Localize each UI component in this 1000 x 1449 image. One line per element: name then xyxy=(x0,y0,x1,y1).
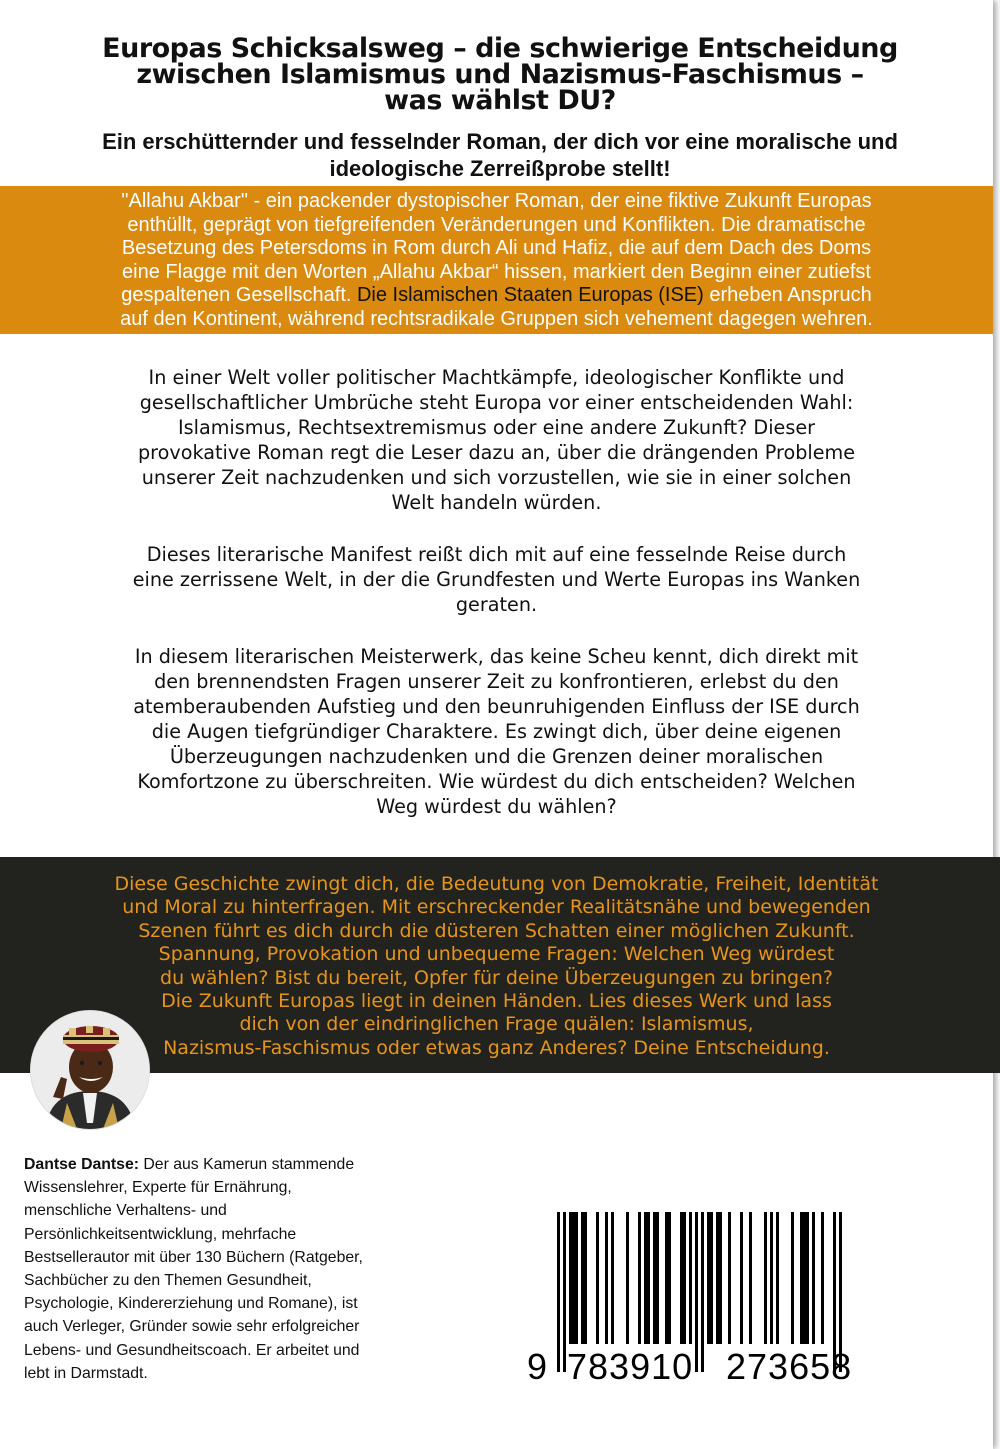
title-line-3: was wählst DU? xyxy=(384,85,616,116)
author-bio xyxy=(24,1153,394,1385)
paragraph-1-line: In einer Welt voller politischer Machtkämpfe, ideologischer Konflikte und xyxy=(148,366,845,389)
barcode-bar xyxy=(791,1212,794,1344)
isbn-number xyxy=(527,1344,872,1390)
barcode-bar xyxy=(596,1212,599,1344)
author-bio-line: menschliche Verhaltens- und xyxy=(24,1202,227,1220)
isbn-lead-digit: 9 xyxy=(527,1346,548,1387)
author-bio-line: Persönlichkeitsentwicklung, mehrfache xyxy=(24,1225,297,1243)
barcode-bar xyxy=(638,1212,641,1344)
paragraph-2-line: Dieses literarische Manifest reißt dich mit auf eine fesselnde Reise durch xyxy=(146,543,847,566)
barcode-bar xyxy=(653,1212,656,1344)
orange-highlight-ise: Die Islamischen Staaten Europas (ISE) xyxy=(356,284,704,306)
paragraph-1-line: gesellschaftlicher Umbrüche steht Europa vor einer entscheidenden Wahl: xyxy=(139,391,854,414)
barcode-bar xyxy=(611,1212,614,1344)
paragraph-1-line: unserer Zeit nachzudenken und sich vorzustellen, wie sie in einer solchen xyxy=(141,466,852,489)
orange-line-2: enthüllt, geprägt von tiefgreifenden Veränderungen und Konflikten. Die dramatische xyxy=(127,213,866,236)
author-bio-line: Wissenslehrer, Experte für Ernährung, xyxy=(24,1179,292,1197)
barcode-bar xyxy=(728,1212,731,1344)
barcode-bar xyxy=(770,1212,773,1344)
barcode-bar xyxy=(584,1212,587,1344)
author-bio-line: Psychologie, Kindererziehung und Romane), ist xyxy=(24,1295,358,1313)
barcode-bar xyxy=(644,1212,647,1344)
dark-line: dich von der eindringlichen Frage quälen: Islamismus, xyxy=(239,1013,754,1036)
dark-line: Diese Geschichte zwingt dich, die Bedeutung von Demokratie, Freiheit, Identität xyxy=(114,873,879,895)
author-bio-line: Bestsellerautor mit über 130 Büchern (Ratgeber, xyxy=(24,1248,363,1266)
orange-line-5-end: erheben Anspruch xyxy=(703,284,872,306)
barcode-bar xyxy=(626,1212,629,1344)
author-avatar xyxy=(30,1010,150,1130)
paragraph-1-line: Welt handeln würden. xyxy=(391,491,602,514)
barcode-bar xyxy=(764,1212,767,1344)
orange-blurb xyxy=(20,190,973,331)
book-subtitle xyxy=(40,128,960,182)
barcode-bar xyxy=(680,1212,683,1344)
barcode-bar xyxy=(707,1212,710,1344)
barcode-bar xyxy=(710,1212,713,1344)
paragraph-3-line: Überzeugungen nachzudenken und die Grenzen deiner moralischen xyxy=(169,745,824,768)
barcode-bar xyxy=(605,1212,608,1344)
author-bio-line: lebt in Darmstadt. xyxy=(24,1364,148,1382)
paragraph-1-line: provokative Roman regt die Leser dazu an, über die drängenden Probleme xyxy=(137,441,856,464)
barcode-bar xyxy=(821,1212,824,1344)
author-bio-line: Lebens- und Gesundheitscoach. Er arbeitet und xyxy=(24,1341,360,1359)
paragraph-2-line: eine zerrissene Welt, in der die Grundfesten und Werte Europas ins Wanken xyxy=(132,568,861,591)
paragraph-2-line: geraten. xyxy=(455,593,538,616)
dark-blurb xyxy=(40,873,953,1060)
orange-line-5-start: gespaltenen Gesellschaft. xyxy=(121,284,357,306)
barcode-bar xyxy=(575,1212,578,1344)
paragraph-3-line: Komfortzone zu überschreiten. Wie würdest du dich entscheiden? Welchen xyxy=(137,770,856,793)
paragraph-1-line: Islamismus, Rechtsextremismus oder eine andere Zukunft? Dieser xyxy=(177,416,816,439)
barcode-bar xyxy=(656,1212,659,1344)
dark-line: Szenen führt es dich durch die düsteren Schatten einer möglichen Zukunft. xyxy=(138,919,855,942)
barcode-bar xyxy=(800,1212,803,1344)
barcode-bar xyxy=(572,1212,575,1344)
dark-line: und Moral zu hinterfragen. Mit erschreckender Realitätsnähe und bewegenden xyxy=(122,896,871,919)
dark-line: du wählen? Bist du bereit, Opfer für deine Überzeugungen zu bringen? xyxy=(160,966,833,989)
paragraph-3 xyxy=(50,644,943,819)
paragraph-3-line: atemberaubenden Aufstieg und den beunruhigenden Einfluss der ISE durch xyxy=(133,695,860,718)
paragraph-3-line: Weg würdest du wählen? xyxy=(376,795,617,818)
barcode-bar xyxy=(719,1212,722,1344)
book-title xyxy=(70,33,930,116)
dark-line: Nazismus-Faschismus oder etwas ganz Anderes? Deine Entscheidung. xyxy=(163,1036,830,1059)
paragraph-3-line: die Augen tiefgründiger Charaktere. Es zwingt dich, über deine eigenen xyxy=(151,720,842,743)
barcode-bar xyxy=(740,1212,743,1344)
isbn-left-group: 783910 xyxy=(567,1346,694,1387)
author-bio-line: Sachbücher zu den Themen Gesundheit, xyxy=(24,1272,312,1290)
orange-line-4: eine Flagge mit den Worten „Allahu Akbar“ hissen, markiert den Beginn einer zutiefst xyxy=(122,260,871,283)
dark-line: Die Zukunft Europas liegt in deinen Händen. Lies dieses Werk und lass xyxy=(161,990,832,1013)
orange-line-6: auf den Kontinent, während rechtsradikale Gruppen sich vehement dagegen wehren. xyxy=(120,307,873,330)
barcode-bar xyxy=(716,1212,719,1344)
subtitle-line-2: ideologische Zerreißprobe stellt! xyxy=(329,156,671,181)
isbn-right-group: 273658 xyxy=(726,1346,853,1387)
barcode-bar xyxy=(749,1212,752,1344)
barcode-bar xyxy=(812,1212,815,1344)
title-line-2: zwischen Islamismus und Nazismus-Faschismus – xyxy=(136,59,864,90)
barcode-bar xyxy=(689,1212,692,1344)
paragraph-1 xyxy=(50,365,943,515)
subtitle-line-1: Ein erschütternder und fesselnder Roman, der dich vor eine moralische und xyxy=(102,129,898,154)
title-line-1: Europas Schicksalsweg – die schwierige Entscheidung xyxy=(102,33,898,64)
barcode-bar xyxy=(569,1212,572,1344)
barcode-bar xyxy=(665,1212,668,1344)
barcode-bar xyxy=(683,1212,686,1344)
barcode-bar xyxy=(803,1212,806,1344)
author-bio-line: auch Verleger, Gründer sowie sehr erfolgreicher xyxy=(24,1318,360,1336)
barcode-bar xyxy=(647,1212,650,1344)
barcode-bar xyxy=(806,1212,809,1344)
paragraph-3-line: In diesem literarischen Meisterwerk, das keine Scheu kennt, dich direkt mit xyxy=(134,645,859,668)
author-portrait-icon xyxy=(31,1011,149,1129)
author-name: Dantse Dantse: xyxy=(24,1156,139,1173)
barcode-bar xyxy=(668,1212,671,1344)
paragraph-2 xyxy=(50,542,943,617)
orange-line-1: "Allahu Akbar" - ein packender dystopischer Roman, der eine fiktive Zukunft Europas xyxy=(121,190,872,212)
barcode-bar xyxy=(581,1212,584,1344)
isbn-barcode xyxy=(527,1212,872,1390)
barcode-bar xyxy=(776,1212,779,1344)
author-bio-first: Der aus Kamerun stammende xyxy=(139,1156,355,1173)
orange-line-3: Besetzung des Petersdoms in Rom durch Ali und Hafiz, die auf dem Dach des Doms xyxy=(121,237,872,259)
dark-line: Spannung, Provokation und unbequeme Fragen: Welchen Weg würdest xyxy=(158,943,835,966)
paragraph-3-line: den brennendsten Fragen unserer Zeit zu konfrontieren, erlebst du den xyxy=(154,670,839,693)
